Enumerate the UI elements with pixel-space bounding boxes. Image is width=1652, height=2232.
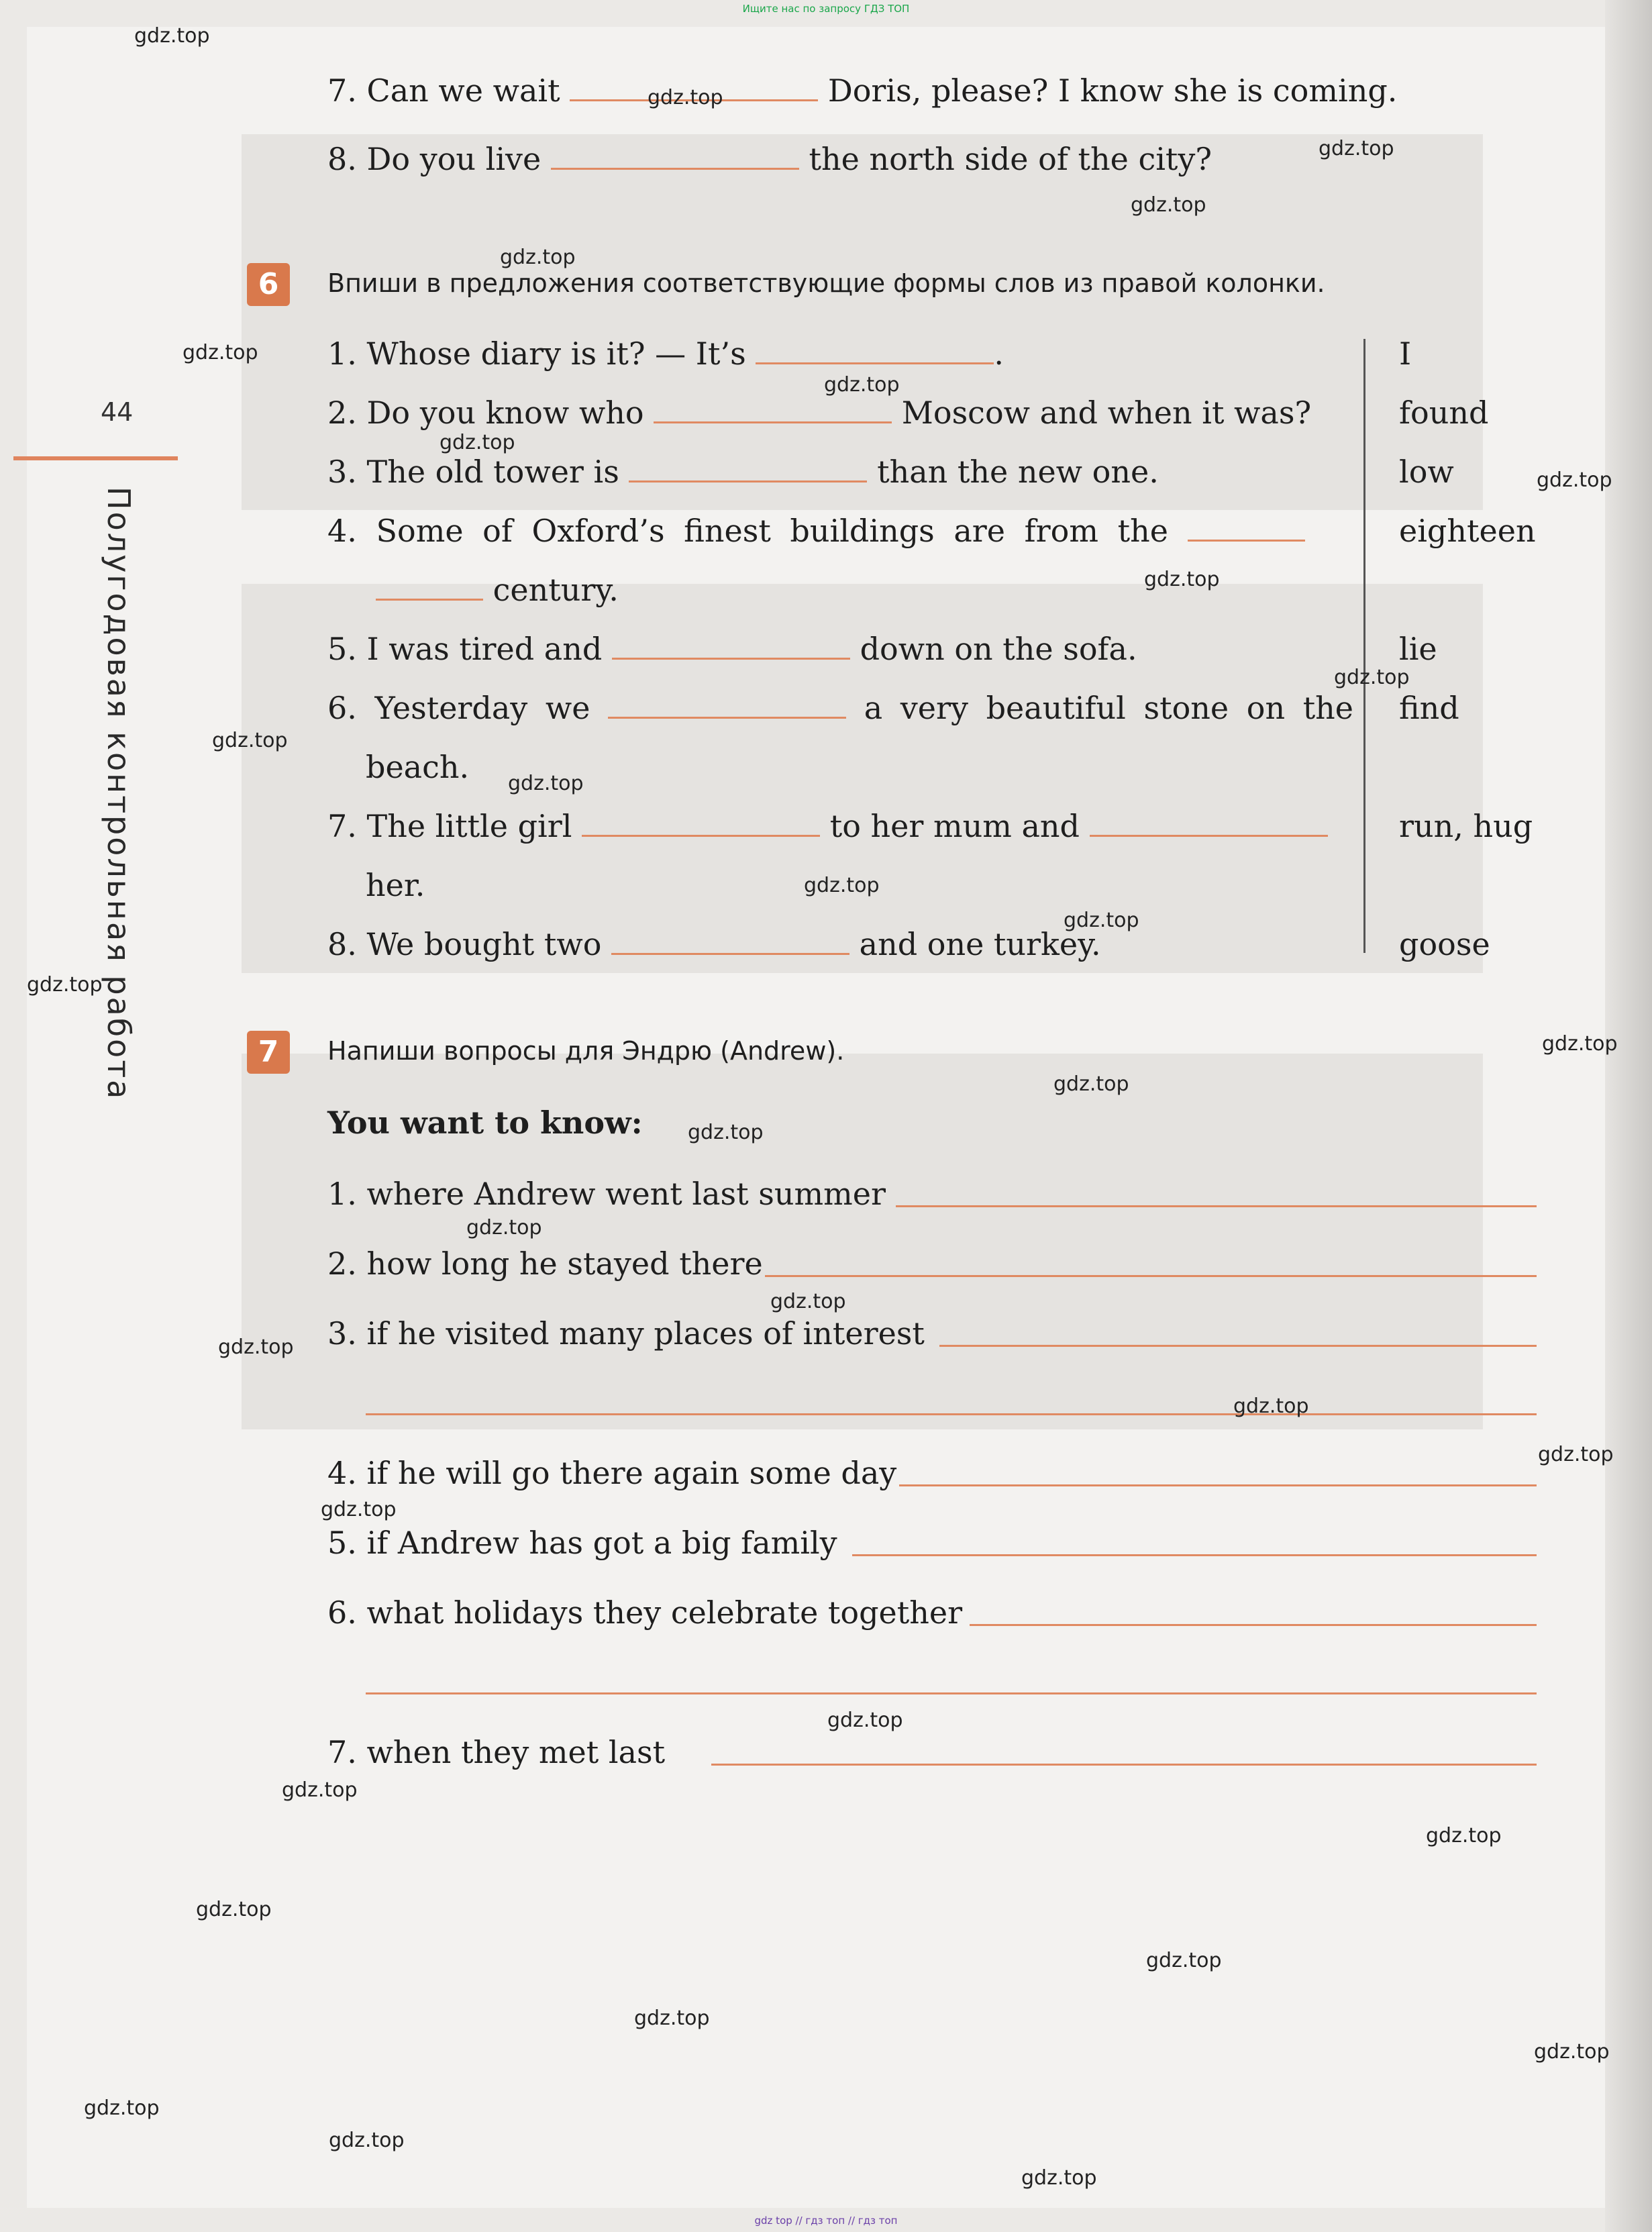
watermark: gdz.top (1144, 568, 1220, 591)
task7-item-5: 5. if Andrew has got a big family (327, 1525, 837, 1561)
question-text: 4. Some of Oxford’s finest buildings are from the (327, 513, 1168, 549)
question-text: beach. (366, 749, 470, 785)
watermark: gdz.top (1319, 137, 1394, 160)
watermark: gdz.top (1542, 1032, 1618, 1056)
task6-question-2 (327, 395, 1311, 431)
watermark: gdz.top (183, 341, 258, 364)
task7-instruction: Напиши вопросы для Эндрю (Andrew). (327, 1036, 845, 1066)
answer-line[interactable] (939, 1345, 1537, 1347)
watermark: gdz.top (824, 373, 900, 397)
watermark: gdz.top (1534, 2040, 1610, 2064)
watermark: gdz.top (1021, 2166, 1097, 2190)
page-number: 44 (101, 397, 134, 427)
answer-blank[interactable] (551, 141, 799, 170)
watermark: gdz.top (27, 973, 103, 997)
watermark: gdz.top (196, 1898, 272, 1921)
question-text: 5. I was tired and (327, 631, 603, 667)
word-option: find (1399, 690, 1459, 726)
task7-item-4: 4. if he will go there again some day (327, 1455, 897, 1491)
question-text: Moscow and when it was? (901, 395, 1312, 431)
answer-blank[interactable] (654, 395, 892, 423)
task6-question-6-cont (366, 749, 469, 785)
task6-instruction: Впиши в предложения соответствующие формы слов из правой колонки. (327, 268, 1325, 298)
watermark: gdz.top (1131, 193, 1206, 217)
question-text: 2. Do you know who (327, 395, 644, 431)
task6-question-4 (327, 513, 1305, 549)
question-text: to her mum and (829, 808, 1080, 844)
watermark: gdz.top (212, 729, 288, 752)
answer-line[interactable] (366, 1692, 1537, 1694)
task6-question-5 (327, 631, 1137, 667)
word-option: eighteen (1399, 513, 1536, 549)
top-note: Ищите нас по запросу ГДЗ ТОП (742, 3, 910, 15)
answer-line[interactable] (852, 1554, 1537, 1556)
task6-question-4-cont (376, 572, 619, 608)
question-text: 7. The little girl (327, 808, 572, 844)
question-text: 1. Whose diary is it? — It’s (327, 336, 746, 372)
watermark: gdz.top (218, 1335, 294, 1359)
task7-item-7: 7. when they met last (327, 1734, 666, 1770)
answer-line[interactable] (896, 1205, 1537, 1207)
answer-blank[interactable] (611, 926, 849, 955)
task6-question-7 (327, 808, 1328, 844)
watermark: gdz.top (1334, 666, 1410, 689)
watermark: gdz.top (1233, 1394, 1309, 1418)
task6-question-3 (327, 454, 1159, 490)
question-text: 7. Can we wait (327, 72, 560, 109)
side-title: Полугодовая контрольная работа (101, 487, 137, 1101)
answer-line[interactable] (899, 1484, 1537, 1486)
question-text: 6. Yesterday we (327, 690, 590, 726)
answer-blank[interactable] (1090, 808, 1328, 837)
answer-line[interactable] (711, 1764, 1537, 1766)
watermark: gdz.top (1426, 1824, 1502, 1847)
question-text: a very beautiful stone on the (864, 690, 1354, 726)
watermark: gdz.top (466, 1216, 542, 1239)
word-column-divider (1363, 339, 1365, 953)
side-accent-line (13, 456, 178, 460)
watermark: gdz.top (1146, 1949, 1222, 1972)
task6-question-8 (327, 926, 1101, 962)
word-option: lie (1399, 631, 1437, 667)
watermark: gdz.top (134, 24, 210, 48)
watermark: gdz.top (688, 1121, 764, 1144)
question-text: down on the sofa. (860, 631, 1137, 667)
watermark: gdz.top (84, 2096, 160, 2120)
word-option: goose (1399, 926, 1490, 962)
watermark: gdz.top (648, 86, 723, 109)
answer-blank[interactable] (612, 631, 850, 660)
answer-line[interactable] (366, 1413, 1537, 1415)
answer-blank[interactable] (1188, 513, 1305, 542)
word-option: low (1399, 454, 1454, 490)
watermark: gdz.top (1053, 1072, 1129, 1096)
word-option: I (1399, 336, 1412, 372)
watermark: gdz.top (1538, 1443, 1614, 1466)
question-text: her. (366, 867, 425, 903)
question-text: the north side of the city? (809, 141, 1212, 177)
answer-line[interactable] (765, 1275, 1537, 1277)
question-text: Doris, please? I know she is coming. (827, 72, 1398, 109)
question-text: than the new one. (877, 454, 1159, 490)
task7-item-1: 1. where Andrew went last summer (327, 1176, 886, 1212)
task7-badge: 7 (247, 1031, 290, 1074)
task7-item-3: 3. if he visited many places of interest (327, 1315, 925, 1352)
question-text: 8. Do you live (327, 141, 541, 177)
answer-blank[interactable] (376, 572, 483, 601)
task7-item-2: 2. how long he stayed there (327, 1246, 763, 1282)
watermark: gdz.top (634, 2007, 710, 2030)
answer-blank[interactable] (582, 808, 820, 837)
question-text: . (994, 336, 1004, 372)
answer-blank[interactable] (608, 690, 846, 719)
watermark: gdz.top (770, 1290, 846, 1313)
watermark: gdz.top (500, 246, 576, 269)
watermark: gdz.top (508, 772, 584, 795)
task7-subheading: You want to know: (327, 1105, 643, 1141)
task5-question-8 (327, 141, 1212, 177)
question-text: 3. The old tower is (327, 454, 619, 490)
task6-question-6 (327, 690, 1353, 726)
watermark: gdz.top (329, 2129, 405, 2152)
question-text: century. (493, 572, 619, 608)
word-option: run, hug (1399, 808, 1533, 844)
task6-question-7-cont (366, 867, 425, 903)
answer-line[interactable] (970, 1624, 1537, 1626)
task6-badge: 6 (247, 263, 290, 306)
watermark: gdz.top (282, 1778, 358, 1802)
question-text: and one turkey. (859, 926, 1101, 962)
question-text: 8. We bought two (327, 926, 602, 962)
answer-blank[interactable] (756, 336, 994, 364)
task7-item-6: 6. what holidays they celebrate together (327, 1594, 963, 1631)
watermark: gdz.top (804, 874, 880, 897)
watermark: gdz.top (1064, 909, 1139, 932)
task5-question-7 (327, 72, 1397, 109)
page-edge-shadow (1605, 0, 1652, 2232)
word-option: found (1399, 395, 1489, 431)
task6-question-1 (327, 336, 1004, 372)
bottom-note: gdz top // гдз топ // гдз топ (754, 2215, 898, 2227)
watermark: gdz.top (321, 1498, 397, 1521)
watermark: gdz.top (1537, 468, 1612, 492)
answer-blank[interactable] (629, 454, 867, 483)
watermark: gdz.top (827, 1709, 903, 1732)
watermark: gdz.top (440, 431, 515, 454)
